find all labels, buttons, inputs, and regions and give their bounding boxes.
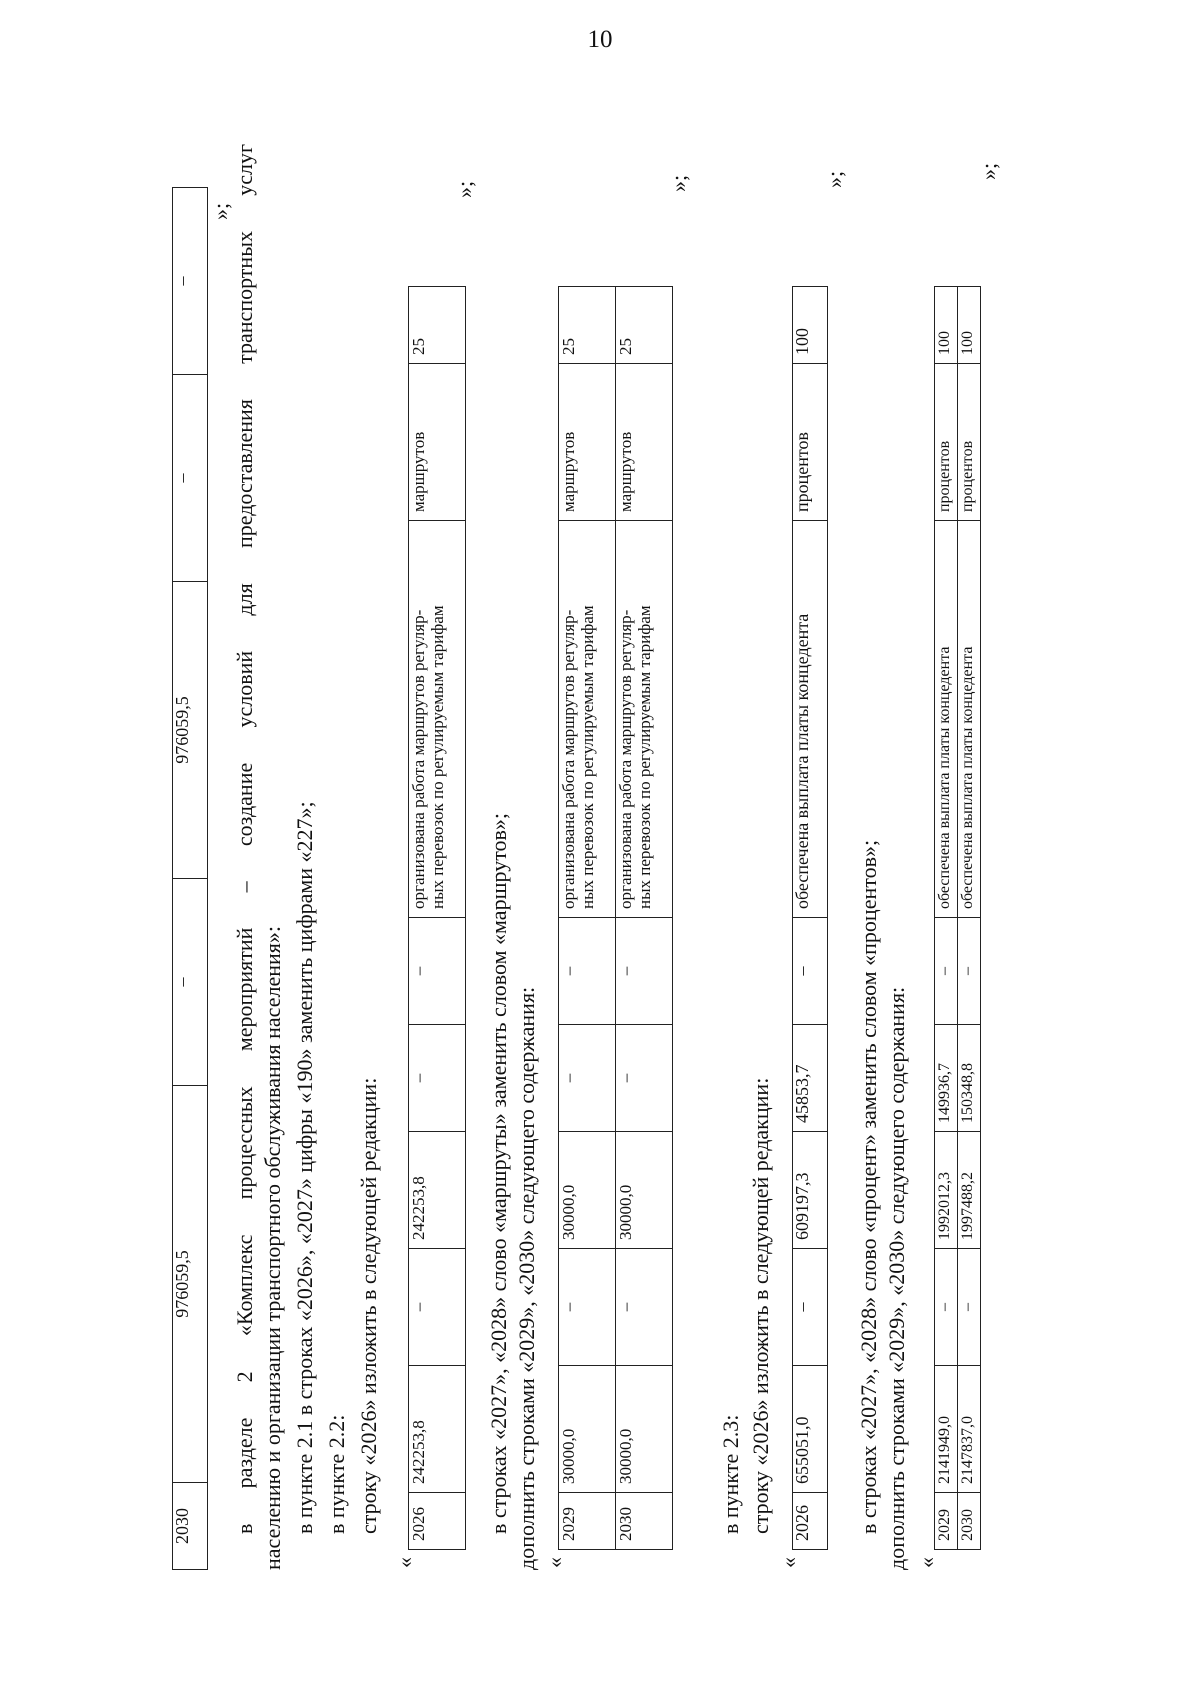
table-2-2-2026-block <box>408 286 466 1550</box>
closing-quote: »; <box>666 174 691 192</box>
table-cell: 242253,8 <box>409 1132 466 1249</box>
opening-quote: « <box>392 1557 417 1568</box>
table-cell: 30000,0 <box>616 1366 673 1493</box>
table-cell: – <box>559 918 616 1025</box>
table-cell: – <box>173 188 208 375</box>
table-cell: – <box>559 1025 616 1132</box>
closing-quote: »; <box>208 202 233 220</box>
table-cell: 30000,0 <box>616 1132 673 1249</box>
closing-quote: »; <box>452 180 477 198</box>
table-cell: – <box>793 918 828 1025</box>
table-cell: организована работа маршрутов регуляр- ных перевозок по регулируемым тарифам <box>409 521 466 918</box>
paragraph-2-1: в пункте 2.1 в строках «2026», «2027» цифры «190» заменить цифрами «227»; <box>292 801 317 1534</box>
table-2-2-add-block <box>558 286 673 1550</box>
table-cell: – <box>173 375 208 582</box>
table-cell: маршрутов <box>616 364 673 521</box>
table-top-block <box>172 187 208 1570</box>
paragraph-section-2-cont: населению и организации транспортного обслуживания населения»: <box>260 926 285 1570</box>
table-cell: 976059,5 <box>173 1086 208 1483</box>
table-cell: – <box>935 918 958 1025</box>
table-cell: 25 <box>559 287 616 364</box>
opening-quote: « <box>776 1557 801 1568</box>
table-cell: 2147837,0 <box>958 1366 981 1493</box>
closing-quote: »; <box>976 162 1001 180</box>
table-row <box>958 287 981 1550</box>
paragraph-section-2: в разделе 2 «Комплекс процессных мероприятий – создание условий для предоставления транспортных услуг <box>232 144 257 1534</box>
table-row <box>559 287 616 1550</box>
table-cell: 2026 <box>793 1493 828 1550</box>
table-row <box>793 287 828 1550</box>
opening-quote: « <box>542 1557 567 1568</box>
table-row <box>616 287 673 1550</box>
table-2-2-2026 <box>408 286 466 1550</box>
paragraph-2-2-rename: в строках «2027», «2028» слово «маршруты» заменить словом «маршрутов»; <box>486 812 511 1534</box>
paragraph-2-3-rename: в строках «2027», «2028» слово «процент» заменить словом «процентов»; <box>856 839 881 1534</box>
table-cell: 2026 <box>409 1493 466 1550</box>
table-cell: 2030 <box>616 1493 673 1550</box>
table-cell: маршрутов <box>559 364 616 521</box>
paragraph-2-2: в пункте 2.2: <box>324 1414 349 1534</box>
table-cell: 2141949,0 <box>935 1366 958 1493</box>
table-row <box>409 287 466 1550</box>
table-cell: – <box>935 1249 958 1366</box>
table-cell: процентов <box>935 364 958 521</box>
table-row <box>173 188 208 1570</box>
table-cell: процентов <box>958 364 981 521</box>
table-cell: 609197,3 <box>793 1132 828 1249</box>
table-cell: 100 <box>935 287 958 364</box>
table-row <box>935 287 958 1550</box>
table-cell: 2029 <box>935 1493 958 1550</box>
table-cell: – <box>559 1249 616 1366</box>
table-2-3-2026-block <box>792 286 828 1550</box>
table-cell: маршрутов <box>409 364 466 521</box>
table-cell: – <box>616 918 673 1025</box>
page-number: 10 <box>587 26 613 53</box>
table-cell: 30000,0 <box>559 1366 616 1493</box>
table-cell: 149936,7 <box>935 1025 958 1132</box>
table-cell: 25 <box>616 287 673 364</box>
table-cell: 242253,8 <box>409 1366 466 1493</box>
table-cell: 2030 <box>173 1483 208 1570</box>
table-cell: – <box>173 879 208 1086</box>
table-cell: – <box>409 1025 466 1132</box>
table-cell: – <box>616 1025 673 1132</box>
table-cell: организована работа маршрутов регуляр- ных перевозок по регулируемым тарифам <box>559 521 616 918</box>
table-cell: 150348,8 <box>958 1025 981 1132</box>
paragraph-2-2-add: дополнить строками «2029», «2030» следующего содержания: <box>514 986 539 1570</box>
table-cell: 655051,0 <box>793 1366 828 1493</box>
table-cell: организована работа маршрутов регуляр- ных перевозок по регулируемым тарифам <box>616 521 673 918</box>
table-2-3-add-block <box>934 286 981 1550</box>
paragraph-2-3-row-2026: строку «2026» изложить в следующей редакции: <box>748 1077 773 1534</box>
paragraph-2-3: в пункте 2.3: <box>718 1414 743 1534</box>
table-cell: 2029 <box>559 1493 616 1550</box>
table-cell: 100 <box>793 287 828 364</box>
table-cell: – <box>793 1249 828 1366</box>
rotated-page-content <box>170 90 1190 1570</box>
table-cell: обеспечена выплата платы концедента <box>958 521 981 918</box>
table-cell: 2030 <box>958 1493 981 1550</box>
table-cell: 100 <box>958 287 981 364</box>
closing-quote: »; <box>822 170 847 188</box>
table-2-3-2026 <box>792 286 828 1550</box>
table-cell: – <box>616 1249 673 1366</box>
table-top <box>172 187 208 1570</box>
table-cell: 45853,7 <box>793 1025 828 1132</box>
table-cell: 25 <box>409 287 466 364</box>
table-cell: – <box>958 918 981 1025</box>
table-2-3-add <box>934 286 981 1550</box>
table-cell: обеспечена выплата платы концедента <box>793 521 828 918</box>
table-2-2-add <box>558 286 673 1550</box>
table-cell: 30000,0 <box>559 1132 616 1249</box>
table-cell: процентов <box>793 364 828 521</box>
table-cell: – <box>958 1249 981 1366</box>
table-cell: – <box>409 1249 466 1366</box>
table-cell: обеспечена выплата платы концедента <box>935 521 958 918</box>
paragraph-2-3-add: дополнить строками «2029», «2030» следующего содержания: <box>884 986 909 1570</box>
table-cell: 1997488,2 <box>958 1132 981 1249</box>
table-cell: 1992012,3 <box>935 1132 958 1249</box>
opening-quote: « <box>914 1557 939 1568</box>
paragraph-2-2-row-2026: строку «2026» изложить в следующей редакции: <box>356 1077 381 1534</box>
table-cell: – <box>409 918 466 1025</box>
table-cell: 976059,5 <box>173 582 208 879</box>
